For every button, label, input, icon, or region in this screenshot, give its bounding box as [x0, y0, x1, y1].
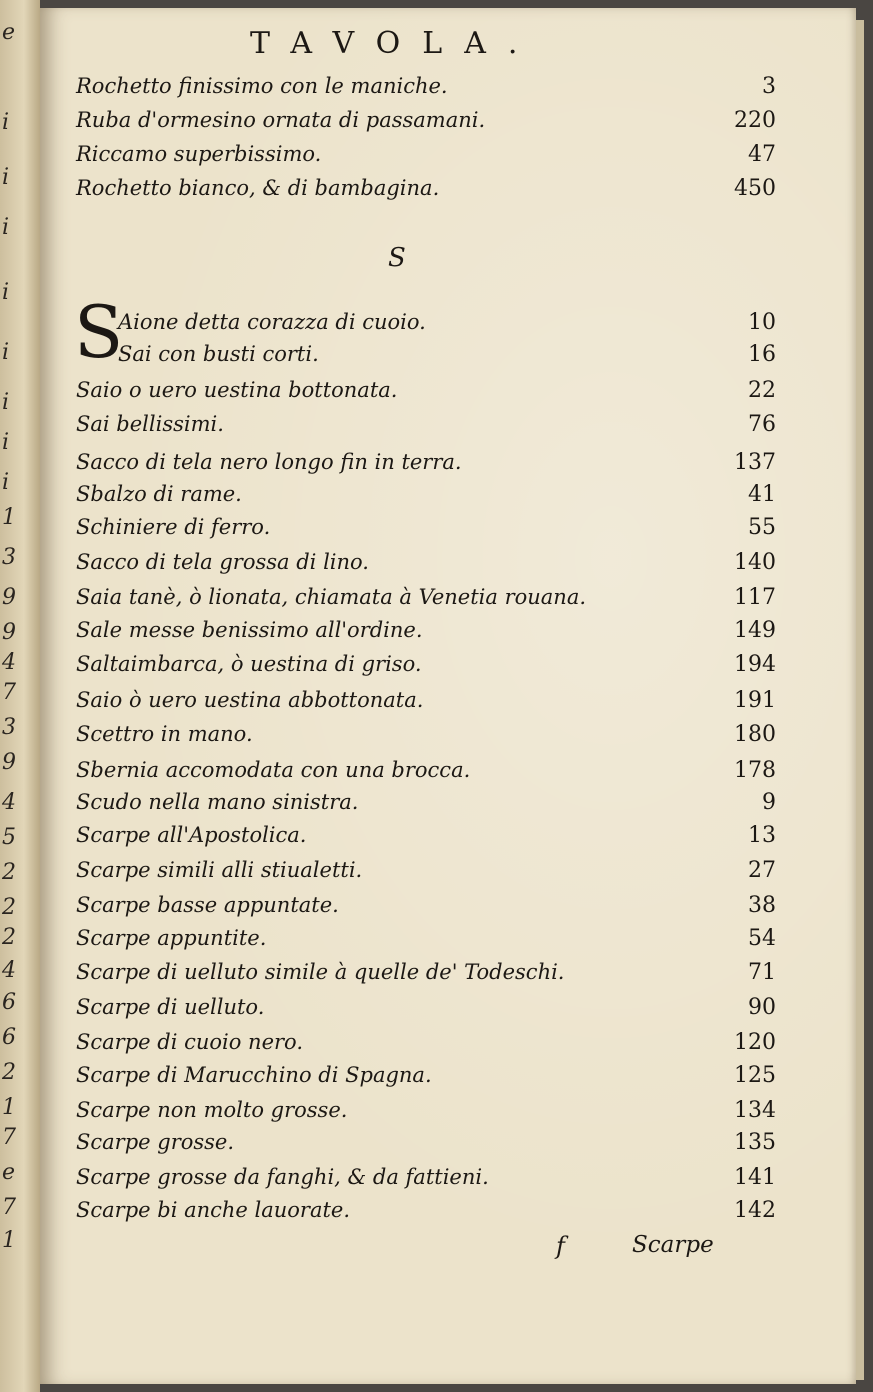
entry-page: 55	[748, 515, 776, 540]
entry-page: 125	[734, 1063, 776, 1088]
page-edge	[856, 20, 864, 1380]
margin-glyph: 5	[2, 825, 16, 850]
section-heading: S	[388, 243, 406, 273]
entry-text: Sacco di tela grossa di lino.	[76, 550, 369, 574]
entry-page: 178	[734, 758, 776, 783]
entry-text: Sai con busti corti.	[118, 342, 319, 366]
index-entry	[76, 1165, 776, 1201]
catchword: Scarpe	[632, 1232, 714, 1258]
index-entry	[76, 758, 776, 794]
margin-glyph: e	[2, 1160, 16, 1185]
entry-page: 194	[734, 652, 776, 677]
entry-page: 38	[748, 893, 776, 918]
entry-page: 10	[748, 310, 776, 335]
signature-mark: f	[556, 1232, 565, 1260]
index-entry	[76, 722, 776, 758]
entry-text: Sai bellissimi.	[76, 412, 224, 436]
index-entry	[76, 652, 776, 688]
entry-page: 134	[734, 1098, 776, 1123]
margin-glyph: 4	[2, 790, 16, 815]
entry-text: Scarpe grosse da fanghi, & da fattieni.	[76, 1165, 489, 1189]
entry-text: Sbalzo di rame.	[76, 482, 242, 506]
index-entry	[118, 342, 776, 378]
margin-glyph: 7	[2, 1125, 16, 1150]
entry-text: Sale messe benissimo all'ordine.	[76, 618, 423, 642]
index-entry	[76, 960, 776, 996]
entry-text: Rochetto bianco, & di bambagina.	[76, 176, 440, 200]
index-entry	[76, 550, 776, 586]
entry-text: Rochetto finissimo con le maniche.	[76, 74, 448, 98]
margin-glyph: e	[2, 20, 16, 45]
entry-page: 3	[762, 74, 776, 99]
entry-page: 117	[734, 585, 776, 610]
margin-glyph: 4	[2, 650, 16, 675]
index-entry	[76, 1098, 776, 1134]
margin-glyph: i	[2, 215, 10, 240]
entry-page: 149	[734, 618, 776, 643]
entry-page: 450	[734, 176, 776, 201]
margin-glyph: 4	[2, 958, 16, 983]
margin-glyph: 9	[2, 620, 16, 645]
entry-page: 13	[748, 823, 776, 848]
entry-page: 76	[748, 412, 776, 437]
entry-text: Scarpe appuntite.	[76, 926, 267, 950]
entry-text: Scarpe non molto grosse.	[76, 1098, 348, 1122]
entry-page: 54	[748, 926, 776, 951]
entry-text: Scettro in mano.	[76, 722, 253, 746]
margin-glyph: i	[2, 390, 10, 415]
margin-glyph: 2	[2, 860, 16, 885]
entry-page: 142	[734, 1198, 776, 1223]
entry-text: Saia tanè, ò lionata, chiamata à Venetia rouana.	[76, 585, 587, 609]
margin-glyph: i	[2, 430, 10, 455]
margin-glyph: 7	[2, 1195, 16, 1220]
index-entry	[76, 1198, 776, 1234]
facing-page-edge	[0, 0, 40, 1392]
margin-glyph: i	[2, 470, 10, 495]
entry-text: Scarpe di cuoio nero.	[76, 1030, 303, 1054]
entry-text: Scarpe basse appuntate.	[76, 893, 339, 917]
margin-glyph: 2	[2, 895, 16, 920]
index-entry	[76, 412, 776, 448]
entry-text: Schiniere di ferro.	[76, 515, 271, 539]
index-entry	[76, 823, 776, 859]
index-entry	[76, 378, 776, 414]
margin-glyph: 6	[2, 1025, 16, 1050]
entry-page: 220	[734, 108, 776, 133]
drop-cap: S	[74, 290, 124, 374]
entry-text: Scarpe grosse.	[76, 1130, 235, 1154]
margin-glyph: i	[2, 340, 10, 365]
margin-glyph: i	[2, 280, 10, 305]
entry-text: Sbernia accomodata con una brocca.	[76, 758, 471, 782]
index-entry	[76, 790, 776, 826]
entry-text: Sacco di tela nero longo fin in terra.	[76, 450, 462, 474]
index-entry	[76, 926, 776, 962]
index-entry	[76, 108, 776, 144]
entry-page: 135	[734, 1130, 776, 1155]
entry-page: 137	[734, 450, 776, 475]
entry-page: 141	[734, 1165, 776, 1190]
entry-page: 16	[748, 342, 776, 367]
index-entry	[118, 310, 776, 346]
margin-glyph: 2	[2, 1060, 16, 1085]
index-entry	[76, 618, 776, 654]
index-entry	[76, 1030, 776, 1066]
index-entry	[76, 858, 776, 894]
index-entry	[76, 450, 776, 486]
margin-glyph: 6	[2, 990, 16, 1015]
index-entry	[76, 688, 776, 724]
entry-page: 191	[734, 688, 776, 713]
margin-glyph: 1	[2, 1228, 16, 1253]
entry-text: Scarpe di uelluto simile à quelle de' Todeschi.	[76, 960, 565, 984]
index-entry	[76, 142, 776, 178]
entry-page: 120	[734, 1030, 776, 1055]
entry-text: Scudo nella mano sinistra.	[76, 790, 359, 814]
margin-glyph: 7	[2, 680, 16, 705]
index-entry	[76, 585, 776, 621]
entry-text: Scarpe bi anche lauorate.	[76, 1198, 351, 1222]
entry-text: Saio o uero uestina bottonata.	[76, 378, 398, 402]
entry-text: Scarpe all'Apostolica.	[76, 823, 307, 847]
entry-page: 71	[748, 960, 776, 985]
margin-glyph: i	[2, 165, 10, 190]
entry-page: 140	[734, 550, 776, 575]
entry-text: Saltaimbarca, ò uestina di griso.	[76, 652, 422, 676]
index-entry	[76, 1063, 776, 1099]
margin-glyph: i	[2, 110, 10, 135]
margin-glyph: 2	[2, 925, 16, 950]
entry-page: 9	[762, 790, 776, 815]
margin-glyph: 9	[2, 750, 16, 775]
index-entry	[76, 1130, 776, 1166]
margin-glyph: 1	[2, 1095, 16, 1120]
margin-glyph: 3	[2, 545, 16, 570]
entry-page: 27	[748, 858, 776, 883]
entry-page: 90	[748, 995, 776, 1020]
index-entry	[76, 893, 776, 929]
entry-page: 180	[734, 722, 776, 747]
entry-text: Scarpe di uelluto.	[76, 995, 265, 1019]
index-entry	[76, 995, 776, 1031]
entry-text: Scarpe di Marucchino di Spagna.	[76, 1063, 432, 1087]
entry-text: Ruba d'ormesino ornata di passamani.	[76, 108, 486, 132]
index-entry	[76, 74, 776, 110]
index-entry	[76, 515, 776, 551]
index-entry	[76, 176, 776, 212]
index-entry	[76, 482, 776, 518]
entry-text: Saio ò uero uestina abbottonata.	[76, 688, 424, 712]
entry-text: Scarpe simili alli stiualetti.	[76, 858, 363, 882]
entry-page: 41	[748, 482, 776, 507]
margin-glyph: 3	[2, 715, 16, 740]
margin-glyph: 9	[2, 585, 16, 610]
entry-text: Riccamo superbissimo.	[76, 142, 322, 166]
margin-glyph: 1	[2, 505, 16, 530]
entry-page: 22	[748, 378, 776, 403]
entry-text: Aione detta corazza di cuoio.	[118, 310, 426, 334]
running-title: TAVOLA.	[250, 26, 540, 61]
entry-page: 47	[748, 142, 776, 167]
